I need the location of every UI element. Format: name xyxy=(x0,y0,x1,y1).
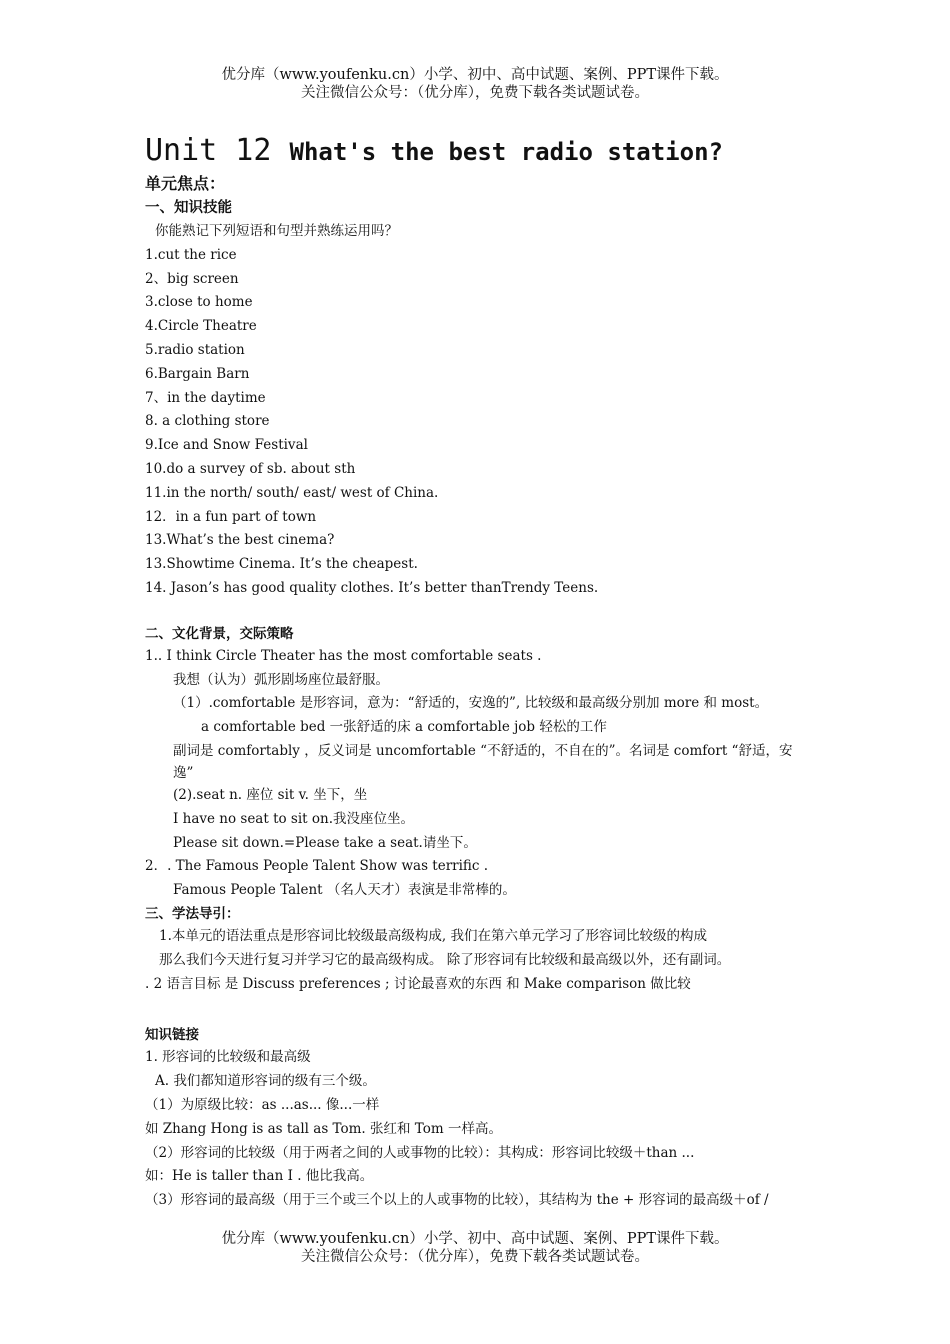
section3-heading: 三、学法导引： xyxy=(145,905,240,922)
list-item: 3.close to home xyxy=(145,294,253,311)
section2-note-1: （1）.comfortable 是形容词，意为：“舒适的，安逸的”, 比较级和最高级分别加 more 和 most。 xyxy=(173,695,769,712)
unit-question: What's the best radio station? xyxy=(289,138,723,166)
section2-heading: 二、文化背景，交际策略 xyxy=(145,625,294,642)
header-line-1: 优分库（www.youfenku.cn）小学、初中、高中试题、案例、PPT课件下载。 xyxy=(221,67,729,83)
section4-line-2: A. 我们都知道形容词的级有三个级。 xyxy=(155,1073,376,1090)
section2-sentence-1: 1.. I think Circle Theater has the most comfortable seats . xyxy=(145,647,542,664)
list-item: 7、in the daytime xyxy=(145,389,266,406)
footer-line-2: 关注微信公众号：（优分库），免费下载各类试题试卷。 xyxy=(301,1249,649,1265)
section3-line-2: 那么我们今天进行复习并学习它的最高级构成。 除了形容词有比较级和最高级以外，还有副词。 xyxy=(159,951,731,968)
list-item: 1.cut the rice xyxy=(145,246,237,263)
section2-adverb-note: 副词是 comfortably ，反义词是 uncomfortable “不舒适的，不自在的”。名词是 comfort “舒适，安逸” xyxy=(173,742,793,781)
list-item: 8. a clothing store xyxy=(145,413,270,430)
section4-line-4: 如 Zhang Hong is as tall as Tom. 张红和 Tom 一样高。 xyxy=(145,1120,502,1137)
section3-line-1: 1.本单元的语法重点是形容词比较级最高级构成, 我们在第六单元学习了形容词比较级的构成 xyxy=(159,927,707,944)
section1-intro: 你能熟记下列短语和句型并熟练运用吗？ xyxy=(155,223,398,239)
page-header xyxy=(0,66,950,102)
list-item: 13.What’s the best cinema? xyxy=(145,532,335,549)
section2-example-1: a comfortable bed 一张舒适的床 a comfortable job 轻松的工作 xyxy=(201,719,607,736)
focus-heading: 单元焦点： xyxy=(145,174,226,193)
section4-line-7: （3）形容词的最高级（用于三个或三个以上的人或事物的比较），其结构为 the + 形容词的最高级＋of / xyxy=(145,1192,769,1209)
section2-translation-2: Famous People Talent （名人天才）表演是非常棒的。 xyxy=(173,882,516,899)
list-item: 4.Circle Theatre xyxy=(145,318,257,335)
section2-note-2: (2).seat n. 座位 sit v. 坐下，坐 xyxy=(173,786,368,803)
section4-line-3: （1）为原级比较：as ...as... 像...一样 xyxy=(145,1096,380,1113)
list-item: 13.Showtime Cinema. It’s the cheapest. xyxy=(145,556,418,573)
list-item: 6.Bargain Barn xyxy=(145,365,250,382)
unit-title xyxy=(145,132,810,171)
section2-example-3: Please sit down.=Please take a seat.请坐下。 xyxy=(173,834,477,851)
phrase-list xyxy=(145,244,810,601)
section1-heading: 一、知识技能 xyxy=(145,200,232,216)
section2-sentence-2: 2．. The Famous People Talent Show was terrific . xyxy=(145,858,489,875)
page-footer xyxy=(0,1230,950,1266)
section2-translation-1: 我想（认为）弧形剧场座位最舒服。 xyxy=(173,671,389,688)
section2-example-2: I have no seat to sit on.我没座位坐。 xyxy=(173,810,414,827)
list-item: 12．in a fun part of town xyxy=(145,508,317,525)
document-body xyxy=(145,132,810,1213)
section4-line-1: 1. 形容词的比较级和最高级 xyxy=(145,1049,311,1066)
section4-line-5: （2）形容词的比较级（用于两者之间的人或事物的比较）：其构成：形容词比较级＋than ... xyxy=(145,1144,695,1161)
unit-number: Unit 12 xyxy=(145,133,290,168)
list-item: 14. Jason’s has good quality clothes. It’s better thanTrendy Teens. xyxy=(145,579,599,596)
list-item: 5.radio station xyxy=(145,341,245,358)
header-line-2: 关注微信公众号：（优分库），免费下载各类试题试卷。 xyxy=(301,85,649,101)
list-item: 11.in the north/ south/ east/ west of China. xyxy=(145,484,439,501)
footer-line-1: 优分库（www.youfenku.cn）小学、初中、高中试题、案例、PPT课件下载。 xyxy=(221,1231,729,1247)
list-item: 9.Ice and Snow Festival xyxy=(145,437,308,454)
section4-line-6: 如：He is taller than I . 他比我高。 xyxy=(145,1168,374,1185)
list-item: 10.do a survey of sb. about sth xyxy=(145,460,356,477)
section4-heading: 知识链接 xyxy=(145,1027,199,1044)
list-item: 2、big screen xyxy=(145,270,239,287)
section3-line-3: . 2 语言目标 是 Discuss preferences ; 讨论最喜欢的东西 和 Make comparison 做比较 xyxy=(145,975,691,992)
